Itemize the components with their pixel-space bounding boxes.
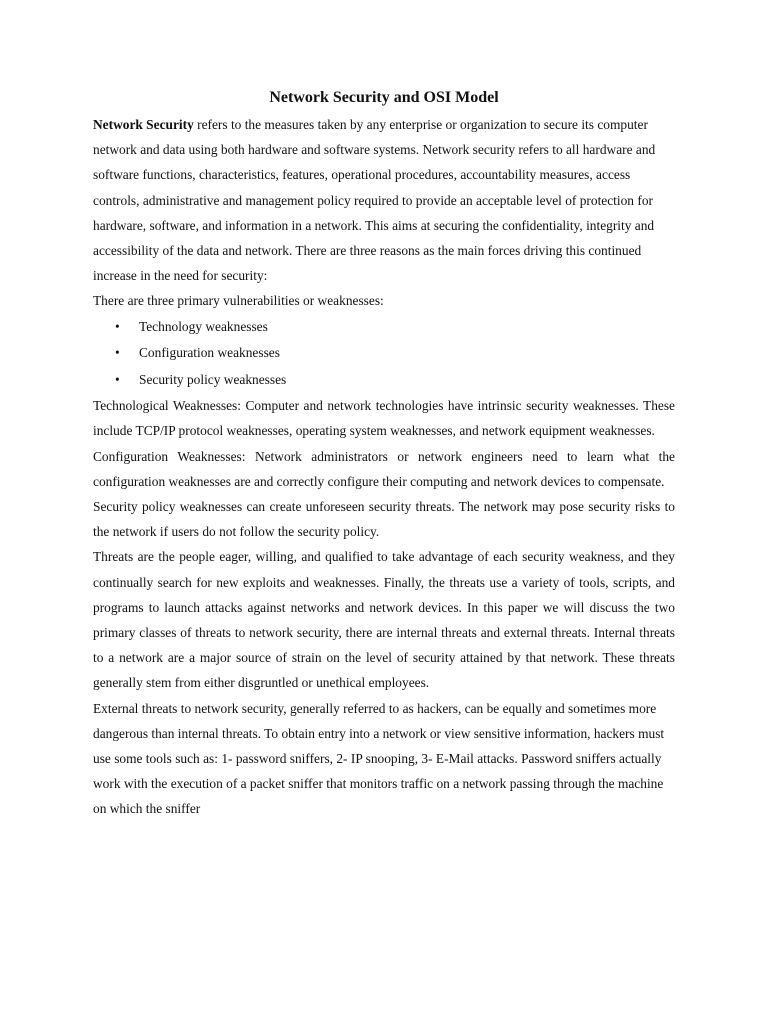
- list-item: [93, 340, 675, 367]
- list-item: [93, 314, 675, 341]
- list-item-text: Security policy weaknesses: [139, 371, 287, 387]
- vulnerabilities-intro: There are three primary vulnerabilities or weaknesses:: [93, 293, 384, 309]
- list-item: [93, 367, 675, 394]
- list-item-text: Technology weaknesses: [139, 318, 268, 334]
- policy-weaknesses-paragraph: Security policy weaknesses can create unforeseen security threats. The network may pose security risks to the network if users do not follow the security policy.: [93, 498, 675, 540]
- bullet-icon: •: [115, 345, 120, 361]
- bullet-icon: •: [115, 318, 120, 334]
- technological-weaknesses-paragraph: Technological Weaknesses: Computer and network technologies have intrinsic security weaknesses. These include TCP/IP protocol weaknesses, operating system weaknesses, and network equipment weaknesses.: [93, 398, 675, 439]
- threats-paragraph: Threats are the people eager, willing, and qualified to take advantage of each security weakness, and they continually search for new exploits and weaknesses. Finally, the threats use a variety of tools, scripts, and programs to launch attacks against networks and network devices. In this paper we will discuss the two primary classes of threats to network security, there are internal threats and external threats. Internal threats to a network are a major source of strain on the level of security attained by that network. These threats generally stem from either disgruntled or unethical employees.: [93, 549, 675, 691]
- intro-text: refers to the measures taken by any enterprise or organization to secure its computer network and data using both hardware and software systems. Network security refers to all hardware and software functions, characteristics, features, operational procedures, accountability measures, access controls, administrative and management policy required to provide an acceptable level of protection for hardware, software, and information in a network. This aims at securing the confidentiality, integrity and accessibility of the data and network. There are three reasons as the main forces driving this continued increase in the need for security:: [93, 117, 656, 284]
- configuration-weaknesses-paragraph: Configuration Weaknesses: Network administrators or network engineers need to learn what the configuration weaknesses are and correctly configure their computing and network devices to compensate.: [93, 448, 675, 489]
- intro-paragraph: [93, 112, 675, 288]
- bullet-icon: •: [115, 371, 120, 387]
- external-threats-paragraph: External threats to network security, generally referred to as hackers, can be equally and sometimes more dangerous than internal threats. To obtain entry into a network or view sensitive information, hackers must use some tools such as: 1- password sniffers, 2- IP snooping, 3- E-Mail attacks. Password sniffers actually work with the execution of a packet sniffer that monitors traffic on a network passing through the machine on which the sniffer: [93, 700, 665, 817]
- list-item-text: Configuration weaknesses: [139, 345, 280, 361]
- document-title: Network Security and OSI Model: [269, 89, 499, 106]
- intro-lead-term: Network Security: [93, 117, 194, 132]
- weakness-list: [93, 314, 675, 394]
- document-page: [93, 84, 675, 822]
